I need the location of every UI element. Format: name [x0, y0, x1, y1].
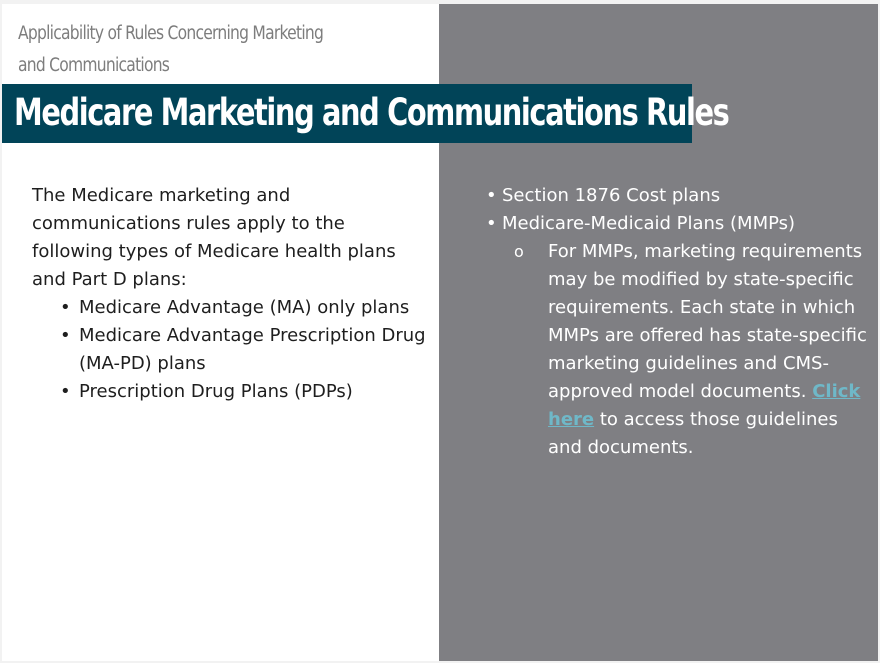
- slide-subtitle: Applicability of Rules Concerning Marketing and Communications: [18, 23, 324, 76]
- plan-label: Section 1876 Cost plans: [502, 185, 721, 206]
- circle-bullet-icon: o: [514, 242, 524, 261]
- mmp-sub-item: [485, 238, 875, 462]
- bullet-icon: •: [60, 297, 71, 318]
- mmp-text: For MMPs, marketing requirements may be modified by state-specific requirements. Each state in which MMPs are offered has state-specific marketing guidelines and CMS-approved model documents.: [548, 241, 867, 402]
- list-item: [60, 294, 427, 322]
- bullet-icon: •: [60, 325, 71, 346]
- slide-title: Medicare Marketing and Communications Rules: [14, 91, 729, 134]
- click-here-link[interactable]: Click here: [548, 381, 861, 430]
- plan-list: [32, 294, 427, 406]
- bullet-icon: •: [486, 185, 497, 206]
- plan-label: Medicare Advantage Prescription Drug (MA-PD) plans: [79, 325, 426, 374]
- right-plan-list: [485, 182, 875, 238]
- plan-label: Medicare Advantage (MA) only plans: [79, 297, 410, 318]
- right-content: [485, 182, 875, 462]
- bullet-icon: •: [60, 381, 71, 402]
- link-trailing-text: to access those guidelines and documents.: [548, 409, 838, 458]
- title-bar: [2, 84, 729, 143]
- list-item: [60, 378, 427, 406]
- slide: [2, 4, 878, 661]
- plan-label: Medicare-Medicaid Plans (MMPs): [502, 213, 796, 234]
- plan-label: Prescription Drug Plans (PDPs): [79, 381, 353, 402]
- intro-text: The Medicare marketing and communications rules apply to the following types of Medicare health plans and Part D plans:: [32, 185, 396, 290]
- list-item: [60, 322, 427, 378]
- list-item: [486, 210, 875, 238]
- left-content: [32, 182, 427, 406]
- list-item: [486, 182, 875, 210]
- bullet-icon: •: [486, 213, 497, 234]
